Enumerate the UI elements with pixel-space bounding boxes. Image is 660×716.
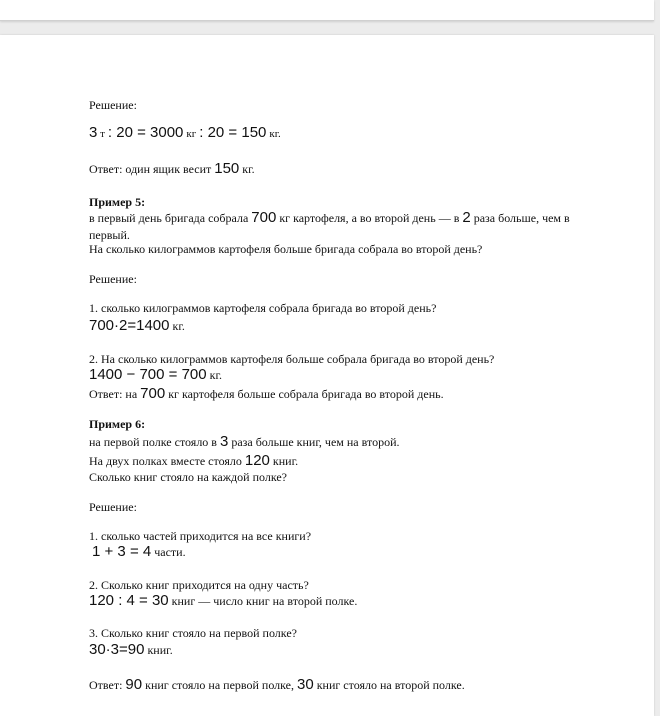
ex5-answer: Ответ: на 700 кг картофеля больше собрала бригада во второй день. xyxy=(89,385,444,402)
ex6-step2-text: 2. Сколько книг приходится на одну часть? xyxy=(89,578,309,592)
ex4-answer: Ответ: один ящик весит 150 кг. xyxy=(89,160,255,177)
ex4-solution-label: Решение: xyxy=(89,98,137,112)
ex5-step1-text: 1. сколько килограммов картофеля собрала бригада во второй день? xyxy=(89,301,437,315)
ex6-step3-expr: 30·3=90 книг. xyxy=(89,641,173,658)
ex6-condition-1: на первой полке стояло в 3 раза больше книг, чем на второй. xyxy=(89,433,400,450)
ex6-answer: Ответ: 90 книг стояло на первой полке, 30 книг стояло на второй полке. xyxy=(89,676,465,693)
ex6-condition-2: На двух полках вместе стояло 120 книг. xyxy=(89,452,299,469)
ex5-solution-label: Решение: xyxy=(89,272,137,286)
ex5-condition-wrap: первый. xyxy=(89,228,130,242)
ex6-title: Пример 6: xyxy=(89,417,146,431)
document-page xyxy=(0,35,654,716)
ex5-step2-text: 2. На сколько килограммов картофеля больше собрала бригада во второй день? xyxy=(89,352,495,366)
ex5-title: Пример 5: xyxy=(89,195,146,209)
ex5-question: На сколько килограммов картофеля больше бригада собрала во второй день? xyxy=(89,242,483,256)
ex6-step2-expr: 120 : 4 = 30 книг — число книг на второй полке. xyxy=(89,592,358,609)
ex5-step2-expr: 1400 − 700 = 700 кг. xyxy=(89,366,223,383)
previous-page-edge xyxy=(0,0,654,21)
ex4-calculation: 3 т : 20 = 3000 кг : 20 = 150 кг. xyxy=(89,124,281,141)
ex6-question: Сколько книг стояло на каждой полке? xyxy=(89,470,288,484)
ex6-solution-label: Решение: xyxy=(89,500,137,514)
ex6-step1-text: 1. сколько частей приходится на все книги? xyxy=(89,529,312,543)
ex5-condition: в первый день бригада собрала 700 кг картофеля, а во второй день — в 2 раза больше, чем в xyxy=(89,209,570,226)
ex6-step3-text: 3. Сколько книг стояло на первой полке? xyxy=(89,626,297,640)
ex5-step1-expr: 700·2=1400 кг. xyxy=(89,317,185,334)
ex6-step1-expr: 1 + 3 = 4 части. xyxy=(92,543,186,560)
